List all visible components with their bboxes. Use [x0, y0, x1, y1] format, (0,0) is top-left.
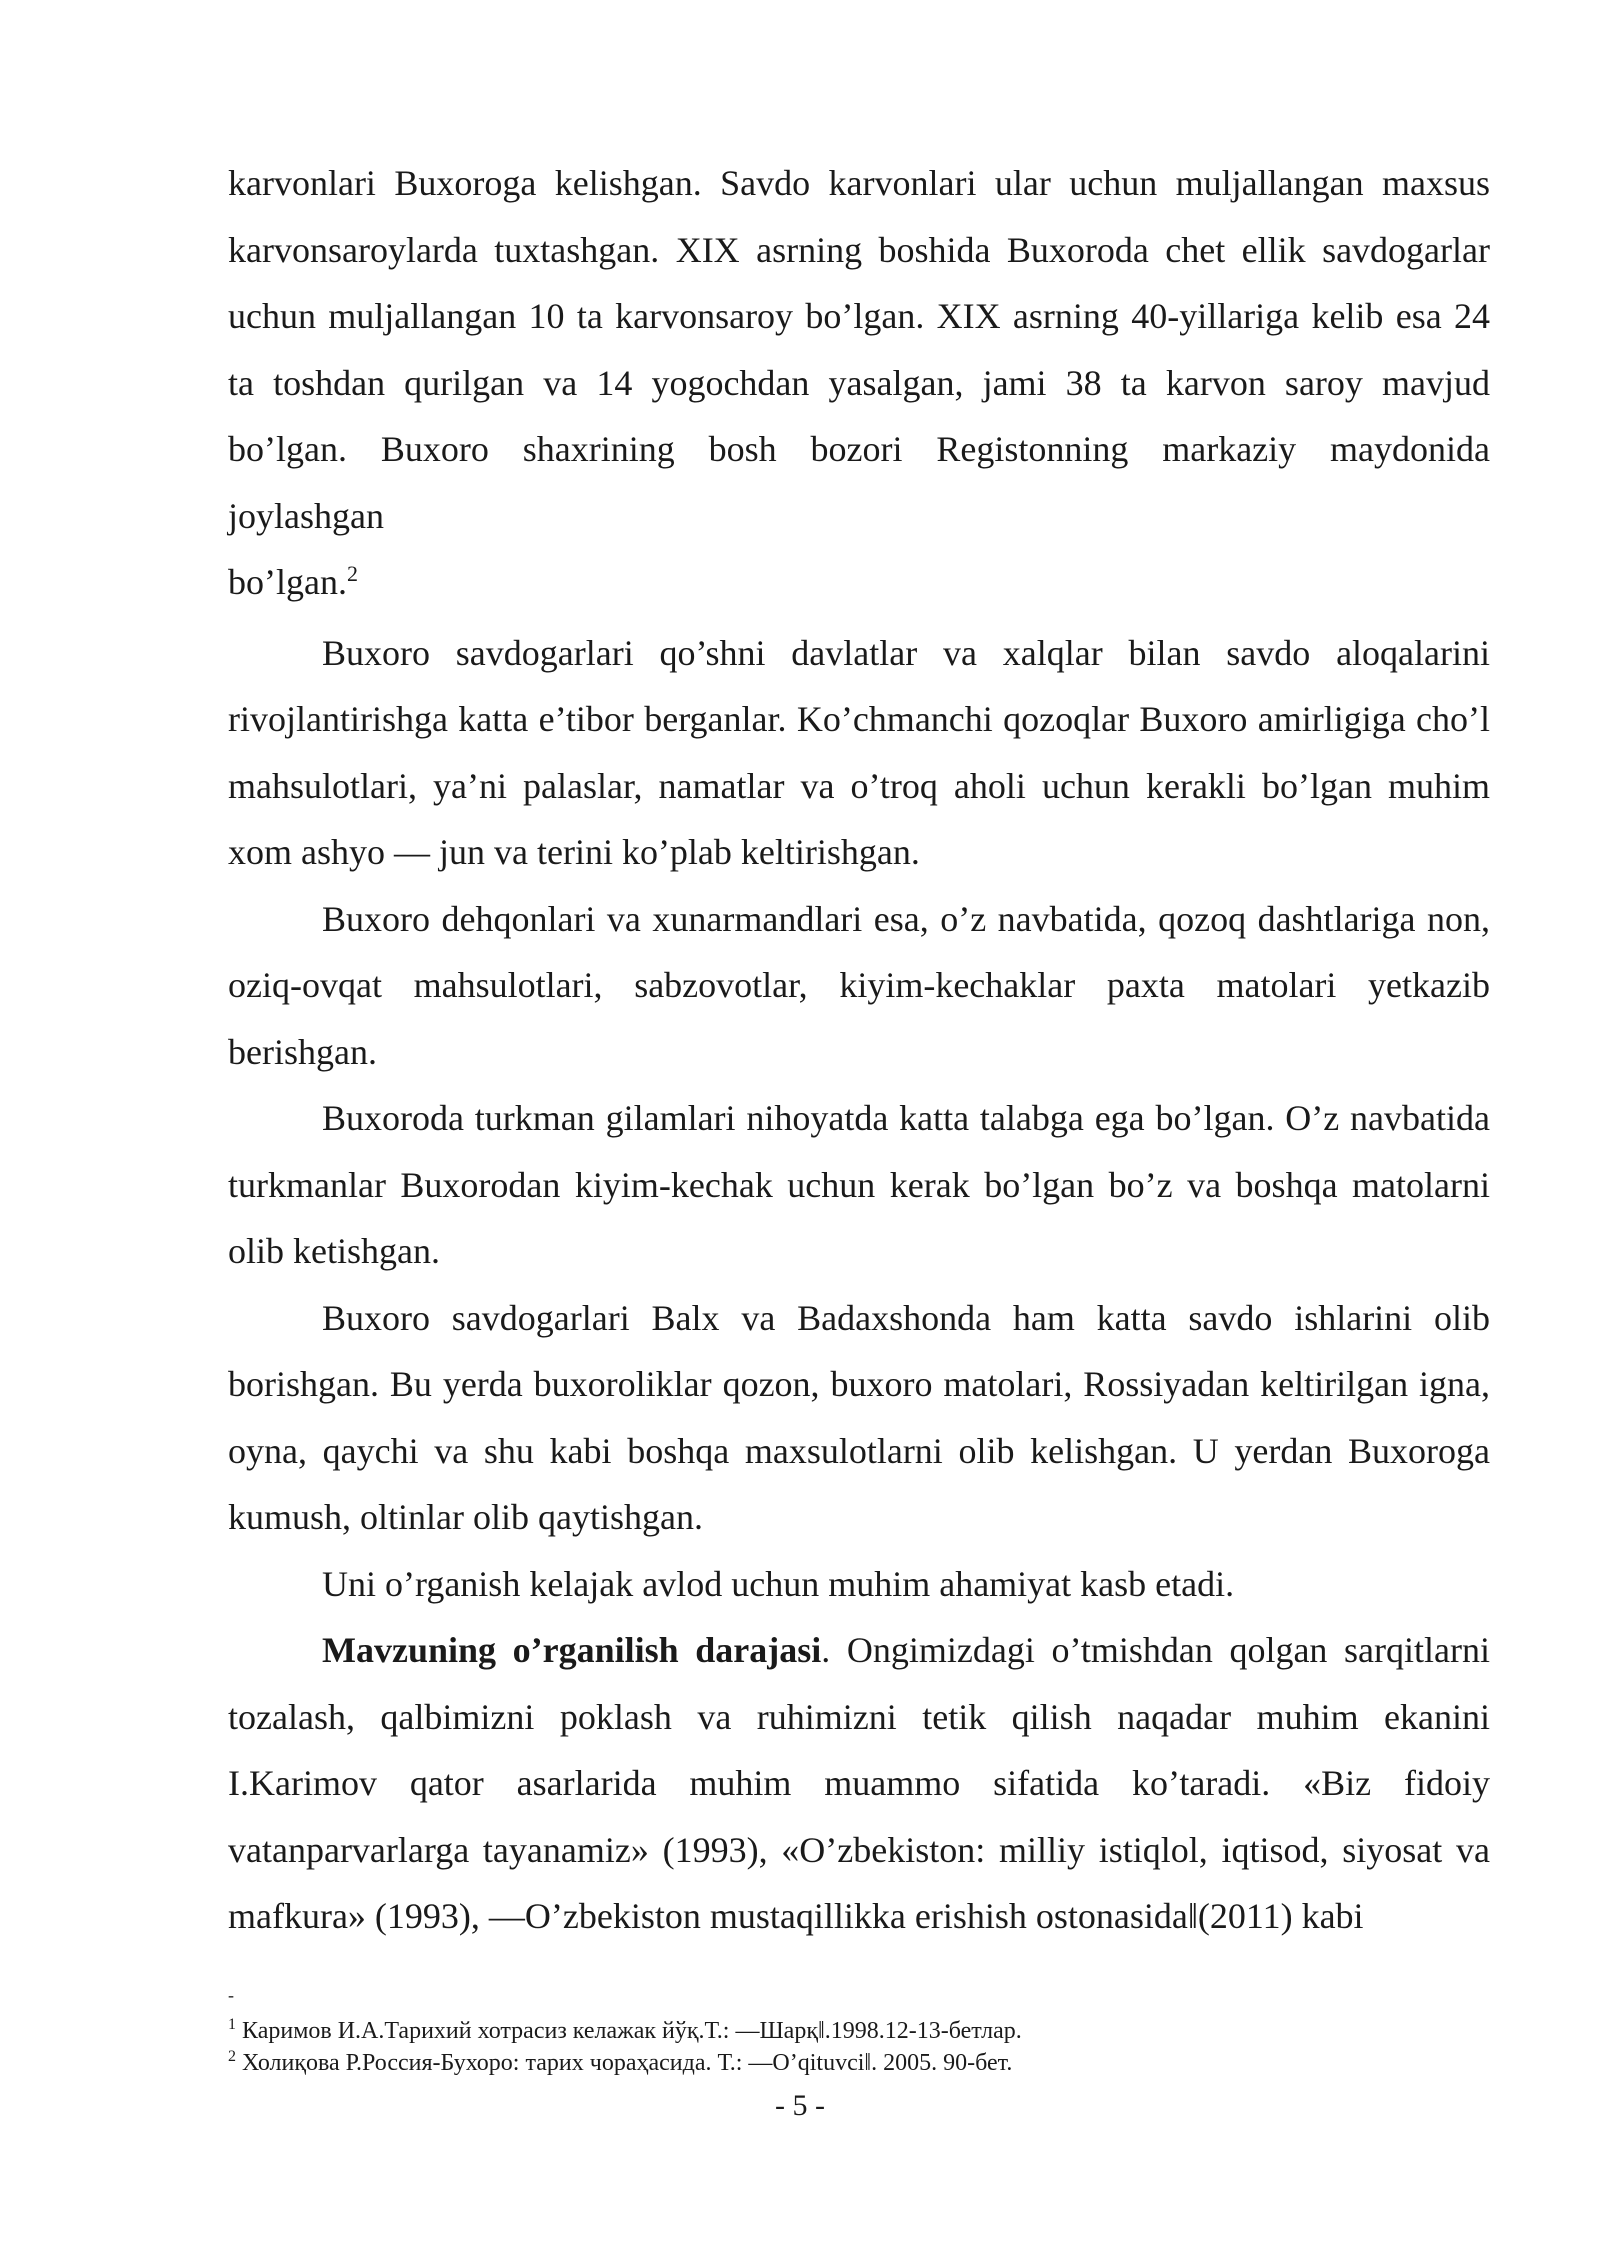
paragraph-7 — [228, 1617, 1490, 1950]
footnotes — [228, 1985, 1490, 2079]
footnote-separator: - — [228, 1985, 234, 2005]
paragraph-5: Buxoro savdogarlari Balx va Badaxshonda ham katta savdo ishlarini olib borishgan. Bu yerda buxoroliklar qozon, buxoro matolari, Rossiyadan keltirilgan igna, oyna, qaychi va shu kabi boshqa maxsulotlarni olib kelishgan. U yerdan Buxoroga kumush, oltinlar olib qaytishgan. — [228, 1297, 1490, 1537]
paragraph-6: Uni o’rganish kelajak avlod uchun muhim ahamiyat kasb etadi. — [322, 1563, 1235, 1604]
paragraph-7-text: . Ongimizdagi o’tmishdan qolgan sarqitlarni tozalash, qalbimizni poklash va ruhimizni tetik qilish naqadar muhim ekanini I.Karimov qator asarlarida muhim muammo sifatida ko’taradi. «Biz fidoiy vatanparvarlarga tayanamiz» (1993), «O’zbekiston: milliy istiqlol, iqtisod, siyosat va mafkura» (1993), ―O’zbekiston mustaqillikka erishish ostonasida‖(2011) kabi — [228, 1630, 1490, 1936]
paragraph-4: Buxoroda turkman gilamlari nihoyatda katta talabga ega bo’lgan. O’z navbatida turkmanlar Buxorodan kiyim-kechak uchun kerak bo’lgan bo’z va boshqa matolarni olib ketishgan. — [228, 1098, 1490, 1271]
footnote-marker: 1 — [228, 2016, 236, 2033]
paragraph-1-last-line — [228, 549, 1490, 616]
paragraph-2: Buxoro savdogarlari qo’shni davlatlar va xalqlar bilan savdo aloqalarini rivojlantirishga katta e’tibor berganlar. Ko’chmanchi qozoqlar Buxoro amirligiga cho’l mahsulotlari, ya’ni palaslar, namatlar va o’troq aholi uchun kerakli bo’lgan muhim xom ashyo — jun va terini ko’plab keltirishgan. — [228, 632, 1490, 872]
paragraph-3: Buxoro dehqonlari va xunarmandlari esa, o’z navbatida, qozoq dashtlariga non, oziq-ovqat mahsulotlari, sabzovotlar, kiyim-kechaklar paxta matolari yetkazib berishgan. — [228, 898, 1490, 1072]
paragraph-1-last-line-text: bo’lgan. — [228, 562, 347, 602]
footnote-ref-2[interactable]: 2 — [346, 561, 358, 586]
page-number: - 5 - — [775, 2089, 825, 2122]
page-body — [228, 150, 1490, 1950]
paragraph-1 — [228, 150, 1490, 616]
footnote-1 — [228, 2015, 1490, 2047]
paragraph-1-line: karvonsaroylarda tuxtashgan. XIX asrning boshida Buxoroda chet ellik savdogarlar — [228, 229, 1490, 270]
footnote-2 — [228, 2047, 1490, 2079]
paragraph-1-line: karvonlari Buxoroga kelishgan. Savdo karvonlari ular uchun muljallangan maxsus — [228, 163, 1490, 203]
footnote-marker: 2 — [228, 2048, 236, 2065]
paragraph-1-line: uchun muljallangan 10 ta karvonsaroy bo’lgan. XIX asrning 40-yillariga kelib esa 24 — [228, 296, 1490, 336]
footnote-text: Каримов И.А.Тарихий хотрасиз келажак йўқ.Т.: ―Шарқ‖.1998.12-13-бетлар. — [242, 2018, 1022, 2044]
section-term: Mavzuning o’rganilish darajasi — [322, 1630, 822, 1670]
paragraph-1-line: joylashgan — [228, 495, 384, 536]
footnote-text: Холиқова Р.Россия-Бухоро: тарих чораҳасида. Т.: ―O’qituvci‖. 2005. 90-бет. — [242, 2050, 1013, 2076]
paragraph-1-line: ta toshdan qurilgan va 14 yogochdan yasalgan, jami 38 ta karvon saroy mavjud — [228, 362, 1490, 403]
paragraph-1-line: bo’lgan. Buxoro shaxrining bosh bozori Registonning markaziy maydonida — [228, 429, 1490, 469]
